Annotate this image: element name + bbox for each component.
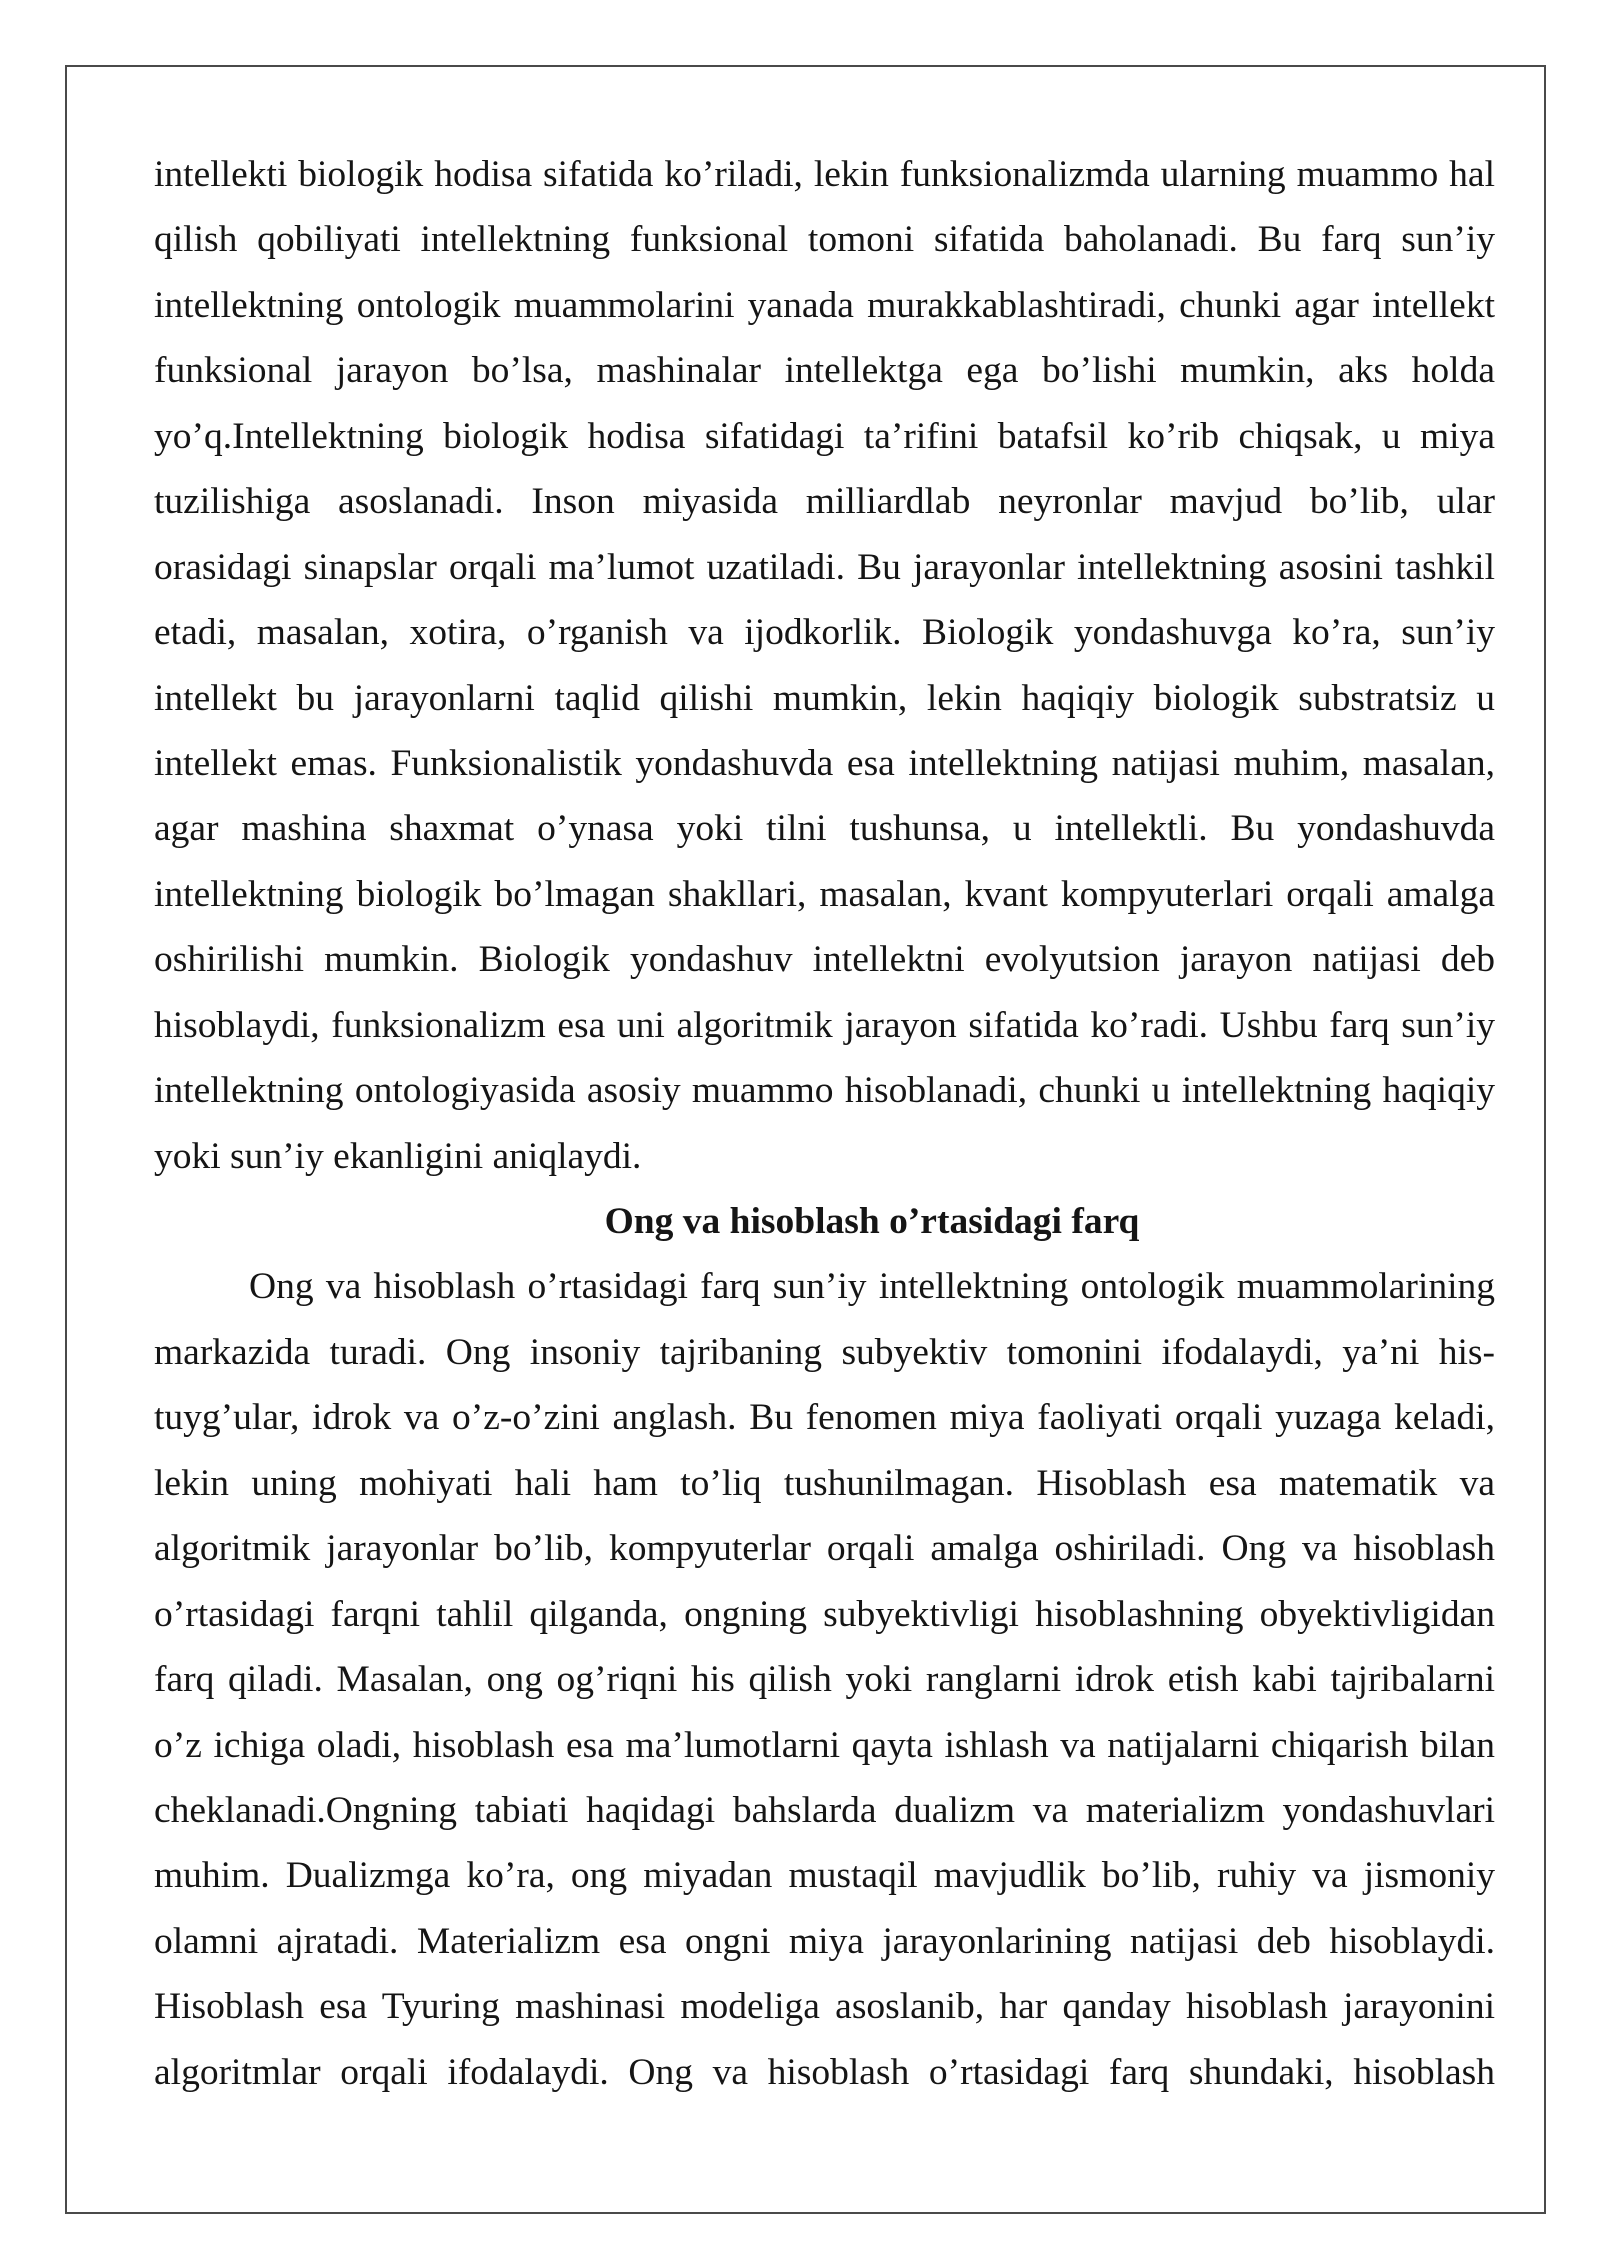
document-body	[154, 142, 1495, 2105]
section-paragraph	[154, 1254, 1495, 2105]
text-line: cheklanadi.Ongning tabiati haqidagi bahslarda dualizm va materializm yondashuvlari	[154, 1789, 1495, 1831]
text-line: markazida turadi. Ong insoniy tajribaning subyektiv tomonini ifodalaydi, ya’ni his-	[154, 1331, 1495, 1373]
text-line: orasidagi sinapslar orqali ma’lumot uzatiladi. Bu jarayonlar intellektning asosini tashkil	[154, 546, 1495, 588]
text-line: farq qiladi. Masalan, ong og’riqni his qilish yoki ranglarni idrok etish kabi tajribalarni	[154, 1659, 1495, 1701]
text-line: qilish qobiliyati intellektning funksional tomoni sifatida baholanadi. Bu farq sun’iy	[154, 219, 1495, 261]
section-heading: Ong va hisoblash o’rtasidagi farq	[604, 1201, 1140, 1242]
text-line: intellekti biologik hodisa sifatida ko’riladi, lekin funksionalizmda ularning muammo hal	[154, 154, 1495, 195]
text-line: Ong va hisoblash o’rtasidagi farq sun’iy intellektning ontologik muammolarining	[249, 1266, 1495, 1308]
text-line: funksional jarayon bo’lsa, mashinalar intellektga ega bo’lishi mumkin, aks holda	[154, 350, 1495, 392]
text-line: yoki sun’iy ekanligini aniqlaydi.	[154, 1135, 642, 1177]
continued-paragraph	[154, 142, 1495, 1189]
text-line: intellektning ontologik muammolarini yanada murakkablashtiradi, chunki agar intellekt	[154, 284, 1495, 326]
text-line: tuzilishiga asoslanadi. Inson miyasida milliardlab neyronlar mavjud bo’lib, ular	[154, 481, 1495, 523]
text-line: algoritmlar orqali ifodalaydi. Ong va hisoblash o’rtasidagi farq shundaki, hisoblash	[154, 2051, 1495, 2093]
text-line: oshirilishi mumkin. Biologik yondashuv intellektni evolyutsion jarayon natijasi deb	[154, 939, 1495, 981]
text-line: o’rtasidagi farqni tahlil qilganda, ongning subyektivligi hisoblashning obyektivligidan	[154, 1593, 1495, 1635]
text-line: tuyg’ular, idrok va o’z-o’zini anglash. Bu fenomen miya faoliyati orqali yuzaga keladi,	[154, 1397, 1495, 1439]
text-line: algoritmik jarayonlar bo’lib, kompyuterlar orqali amalga oshiriladi. Ong va hisoblash	[154, 1528, 1495, 1570]
text-line: intellekt emas. Funksionalistik yondashuvda esa intellektning natijasi muhim, masalan,	[154, 742, 1495, 784]
text-line: muhim. Dualizmga ko’ra, ong miyadan mustaqil mavjudlik bo’lib, ruhiy va jismoniy	[154, 1855, 1495, 1897]
text-line: hisoblaydi, funksionalizm esa uni algoritmik jarayon sifatida ko’radi. Ushbu farq sun’iy	[154, 1004, 1495, 1046]
text-line: intellekt bu jarayonlarni taqlid qilishi mumkin, lekin haqiqiy biologik substratsiz u	[154, 677, 1495, 719]
text-line: olamni ajratadi. Materializm esa ongni miya jarayonlarining natijasi deb hisoblaydi.	[154, 1920, 1495, 1962]
text-line: Hisoblash esa Tyuring mashinasi modeliga asoslanib, har qanday hisoblash jarayonini	[154, 1986, 1495, 2028]
text-line: agar mashina shaxmat o’ynasa yoki tilni tushunsa, u intellektli. Bu yondashuvda	[154, 808, 1495, 850]
text-line: intellektning ontologiyasida asosiy muammo hisoblanadi, chunki u intellektning haqiqiy	[154, 1070, 1495, 1112]
text-line: o’z ichiga oladi, hisoblash esa ma’lumotlarni qayta ishlash va natijalarni chiqarish bilan	[154, 1724, 1495, 1766]
text-line: yo’q.Intellektning biologik hodisa sifatidagi ta’rifini batafsil ko’rib chiqsak, u miya	[154, 415, 1495, 457]
text-line: lekin uning mohiyati hali ham to’liq tushunilmagan. Hisoblash esa matematik va	[154, 1462, 1495, 1504]
text-line: intellektning biologik bo’lmagan shakllari, masalan, kvant kompyuterlari orqali amalga	[154, 873, 1495, 915]
text-line: etadi, masalan, xotira, o’rganish va ijodkorlik. Biologik yondashuvga ko’ra, sun’iy	[154, 612, 1495, 654]
